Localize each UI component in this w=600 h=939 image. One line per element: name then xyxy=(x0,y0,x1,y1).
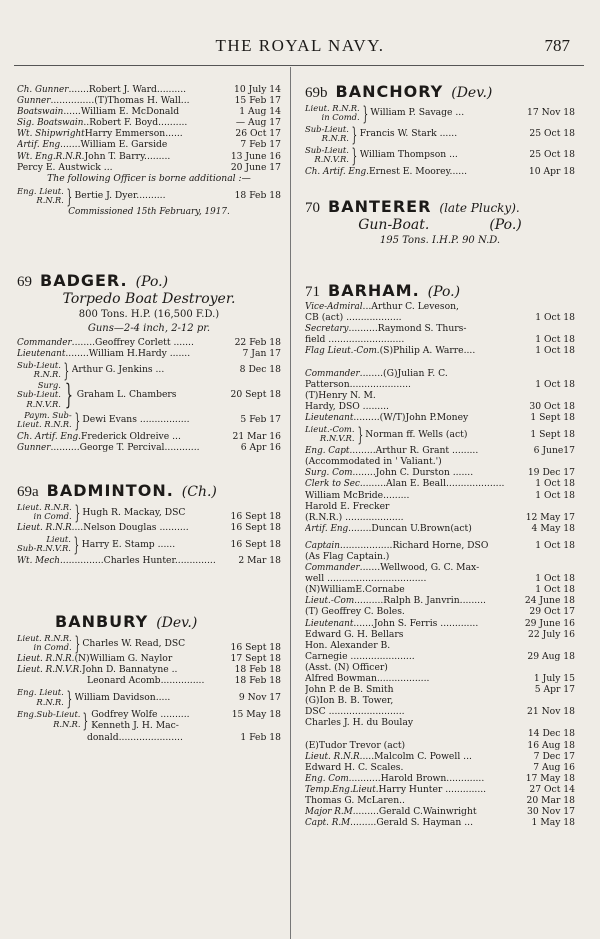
officer-name: ......William E. Garside xyxy=(62,139,168,151)
officer-row xyxy=(305,662,575,673)
officer-name: John T. Barry......... xyxy=(84,150,171,162)
officer-row xyxy=(305,740,575,751)
seniority-date: 6 June17 xyxy=(533,445,575,457)
officer-row: Lieut. R.N.R. (N)William G. Naylor 17 Sept 18 xyxy=(17,653,281,665)
officer-row xyxy=(305,751,575,762)
officer-row: Sub-Lieut. R.N.R. } Francis W. Stark ...... 25 Oct 18 xyxy=(305,122,575,146)
rank-label: Artif. Eng. xyxy=(305,523,351,534)
officer-row: Sub-Lieut. R.N.R. } Arthur G. Jenkins ... 8 Dec 18 xyxy=(17,357,281,382)
seniority-date: 1 Oct 18 xyxy=(535,334,575,346)
officer-name: well .................................. xyxy=(305,573,427,585)
seniority-date: 1 May 18 xyxy=(531,817,575,829)
seniority-date: 12 May 17 xyxy=(525,511,575,523)
rank-label: Flag Lieut.-Com. xyxy=(305,346,380,357)
officer-row xyxy=(305,673,575,684)
officer-name: ..........Harold Brown............. xyxy=(351,772,485,784)
barham-officer-list-1 xyxy=(305,301,575,423)
officer-name: ........Alan E. Beall.................... xyxy=(362,478,505,490)
seniority-date: — Aug 17 xyxy=(235,117,281,129)
officer-name: ........Arthur R. Grant ......... xyxy=(352,445,479,457)
seniority-date: 19 Dec 17 xyxy=(527,467,575,479)
officer-row: Gunner ..........George T. Percival............ 6 Apr 16 xyxy=(17,442,281,454)
officer-row xyxy=(305,478,575,489)
rank-label: Artif. Eng. xyxy=(17,140,63,151)
officer-row: Commander ........Geoffrey Corlett ....... 22 Feb 18 xyxy=(17,336,281,348)
ship-heading-badminton: 69a BADMINTON. (Ch.) xyxy=(17,481,217,501)
officer-row: Lieut.-Com. R.N.V.R. } Norman ff. Wells (act) 1 Sept 18 xyxy=(305,422,575,447)
officer-row xyxy=(305,773,575,784)
officer-name: ...............(T)Thomas H. Wall... xyxy=(50,95,190,107)
officer-name: (As Flag Captain.) xyxy=(305,550,390,562)
officer-row: Eng. Lieut. R.N.R. } William Davidson..... 9 Nov 17 xyxy=(17,685,281,710)
officer-name: Alfred Bowman.................. xyxy=(305,673,430,684)
officer-row: Wt. Mech. ..............Charles Hunter.............. 2 Mar 18 xyxy=(17,555,281,567)
rank-label: Ch. Gunner xyxy=(17,85,69,95)
seniority-date: 1 Oct 18 xyxy=(535,573,575,585)
officer-row xyxy=(305,412,575,423)
officer-name: ..Robert F. Boyd.......... xyxy=(83,117,188,129)
rank-label: Commander xyxy=(305,563,360,574)
seniority-date: 1 Oct 18 xyxy=(535,345,575,357)
officer-row xyxy=(305,551,575,562)
seniority-date: 1 Oct 18 xyxy=(535,489,575,501)
ship-heading-banchory: 69b BANCHORY (Dev.) xyxy=(305,82,493,101)
officer-row: Ch. Artif. Eng. Frederick Oldreive ... 21 Mar 16 xyxy=(17,430,281,442)
officer-row xyxy=(17,95,281,106)
officer-row xyxy=(305,728,575,739)
officer-row: Lieut. R.N.R. in Comd. } Charles W. Read, DSC xyxy=(17,631,186,656)
barham-officer-list-2 xyxy=(305,445,575,534)
ship-heading-banbury: BANBURY (Dev.) xyxy=(55,612,198,632)
seniority-date: 21 Nov 18 xyxy=(527,706,575,718)
officer-row: Lieutenant ........William H.Hardy ....... 7 Jan 17 xyxy=(17,347,281,359)
officer-name: ........Gerald C.Wainwright xyxy=(355,806,477,818)
officer-row xyxy=(305,762,575,773)
officer-name: (T) Geoffrey C. Boles. xyxy=(305,606,405,618)
ship-stats: 195 Tons. I.H.P. 90 N.D. xyxy=(379,235,501,247)
barham-officer-list-3 xyxy=(305,540,575,828)
officer-name: Edward H. C. Scales. xyxy=(305,761,404,773)
seniority-date: 27 Oct 14 xyxy=(529,783,575,795)
officer-row xyxy=(305,584,575,595)
officer-row xyxy=(17,117,281,128)
seniority-date: 10 July 14 xyxy=(234,84,281,95)
top-officer-list xyxy=(17,84,281,173)
officer-row: Lieut. R.N.V.R. John D. Bannatyne .. 18 Feb 18 xyxy=(17,664,281,676)
officer-name: (S)Philip A. Warre.... xyxy=(379,345,476,357)
officer-row xyxy=(305,456,575,467)
officer-name: .......John C. Durston ....... xyxy=(355,467,474,479)
page-title: THE ROYAL NAVY. xyxy=(215,36,385,55)
seniority-date: 5 Apr 17 xyxy=(534,684,575,696)
commissioned-note: Commissioned 15th February, 1917. xyxy=(68,206,230,217)
officer-row xyxy=(305,629,575,640)
officer-row: Sub-Lieut. R.N.V.R. } William Thompson ... 25 Oct 18 xyxy=(305,143,575,167)
page-header xyxy=(0,36,600,58)
officer-row xyxy=(305,606,575,617)
officer-name: ........(G)Julian F. C. xyxy=(359,367,448,379)
officer-row: Lieut. Sub-R.N.V.R. } Harry E. Stamp ...... 16 Sept 18 xyxy=(17,532,281,557)
officer-name: ....Malcolm C. Powell ... xyxy=(362,750,472,762)
seniority-date: 17 May 18 xyxy=(525,772,575,784)
seniority-date: 22 July 16 xyxy=(528,628,575,640)
officer-row xyxy=(305,323,575,334)
page-number: 787 xyxy=(544,36,570,55)
officer-name: (R.N.R.) .................... xyxy=(305,511,404,523)
officer-row xyxy=(305,540,575,551)
rank-label: Lieutenant xyxy=(305,413,354,424)
officer-row xyxy=(305,706,575,717)
rank-label: Lieut. R.N.R. xyxy=(305,751,363,762)
seniority-date: 16 Aug 18 xyxy=(527,739,575,751)
officer-row xyxy=(305,717,575,728)
officer-row: donald...................... 1 Feb 18 xyxy=(87,731,281,743)
officer-name: (T)Henry N. M. xyxy=(305,389,376,401)
officer-name: field .......................... xyxy=(305,334,405,346)
officer-row xyxy=(17,139,281,150)
officer-row xyxy=(305,334,575,345)
officer-name: DSC .......................... xyxy=(305,706,405,718)
officer-name: ......William E. McDonald xyxy=(63,106,180,118)
ship-heading-banterer: 70 BANTERER (late Plucky). xyxy=(305,197,520,217)
seniority-date: 1 Oct 18 xyxy=(535,378,575,390)
seniority-date: 15 Feb 17 xyxy=(234,95,281,107)
officer-row xyxy=(305,595,575,606)
officer-name: .......Wellwood, G. C. Max- xyxy=(359,562,480,574)
officer-row xyxy=(305,806,575,817)
seniority-date: 4 May 18 xyxy=(531,522,575,534)
seniority-date: 14 Dec 18 xyxy=(527,728,575,740)
rank-label: Eng. Com. xyxy=(305,773,352,784)
officer-name: Edward G. H. Bellars xyxy=(305,628,404,640)
ship-stats: 800 Tons. H.P. (16,500 F.D.) xyxy=(78,308,220,320)
seniority-date: 30 Nov 17 xyxy=(527,806,575,818)
rank-label: Surg. Com. xyxy=(305,468,356,479)
ship-type-line: Gun-Boat. (Po.) xyxy=(358,217,522,234)
officer-row xyxy=(305,467,575,478)
officer-row: Lieut. R.N.R. ...Nelson Douglas .......... 16 Sept 18 xyxy=(17,522,281,534)
officer-name: .......John S. Ferris ............. xyxy=(353,617,479,629)
seniority-date: 1 Oct 18 xyxy=(535,539,575,551)
officer-row xyxy=(305,695,575,706)
rank-label: Capt. R.M. xyxy=(305,818,353,829)
officer-row xyxy=(305,345,575,356)
officer-row xyxy=(305,640,575,651)
officer-row xyxy=(305,512,575,523)
officer-row-date: 16 Sept 18 xyxy=(230,642,281,654)
column-divider xyxy=(290,67,291,939)
right-column xyxy=(305,84,575,828)
officer-row: Eng. Lieut. R.N.R. } Bertie J. Dyer.......... 18 Feb 18 xyxy=(17,183,281,208)
officer-name: William McBride......... xyxy=(305,489,410,501)
left-column xyxy=(17,84,281,743)
rank-label: Wt. Shipwright xyxy=(17,129,85,140)
officer-row xyxy=(305,684,575,695)
seniority-date: 29 Aug 18 xyxy=(527,650,575,662)
officer-row xyxy=(305,368,575,379)
officer-row: Lieut. R.N.R. in Comd. } William P. Savage ... 17 Nov 18 xyxy=(305,101,575,125)
rank-label: Sig. Boatswain xyxy=(17,118,84,129)
ship-heading-barham: 71 BARHAM. (Po.) xyxy=(305,281,461,301)
officer-name: (E)Tudor Trevor (act) xyxy=(305,739,406,751)
officer-row xyxy=(305,490,575,501)
seniority-date: 1 July 15 xyxy=(533,673,575,684)
seniority-date: 20 Mar 18 xyxy=(526,795,575,807)
officer-name: Harry Emmerson...... xyxy=(84,128,183,140)
seniority-date: 1 Oct 18 xyxy=(535,312,575,324)
seniority-date: 29 Oct 17 xyxy=(529,606,575,618)
officer-row xyxy=(305,817,575,828)
officer-row: Paym. Sub- Lieut. R.N.R. } Dewi Evans ................. 5 Feb 17 xyxy=(17,407,281,432)
header-rule xyxy=(14,65,584,66)
officer-row xyxy=(305,357,575,368)
officer-name: ........Gerald S. Hayman ... xyxy=(352,817,473,829)
rank-label: Captain xyxy=(305,540,340,551)
rank-label: Eng. Capt. xyxy=(305,446,353,457)
rank-label: Wt. Eng.R.N.R. xyxy=(17,151,85,162)
rank-label: Temp.Eng.Lieut. xyxy=(305,784,379,795)
officer-row xyxy=(17,162,281,173)
officer-name: Charles J. H. du Boulay xyxy=(305,717,414,729)
officer-row: Surg. Sub-Lieut. R.N.V.R. } Graham L. Chambers 20 Sept 18 xyxy=(17,377,281,411)
ship-type: Torpedo Boat Destroyer. xyxy=(62,290,236,307)
officer-name: (Accommodated in ' Valiant.') xyxy=(305,456,442,468)
seniority-date: 20 June 17 xyxy=(230,161,281,173)
seniority-date: 1 Oct 18 xyxy=(535,584,575,596)
seniority-date: 30 Oct 18 xyxy=(529,400,575,412)
seniority-date: 1 Sept 18 xyxy=(530,412,575,424)
seniority-date: 7 Feb 17 xyxy=(240,139,281,151)
rank-label: Lieutenant xyxy=(305,618,354,629)
officer-name: Hon. Alexander B. xyxy=(305,639,391,651)
ship-heading-badger: 69 BADGER. (Po.) xyxy=(17,270,169,290)
rank-label: Secretary xyxy=(305,324,349,335)
officer-row xyxy=(17,84,281,95)
officer-row xyxy=(305,312,575,323)
officer-row xyxy=(305,573,575,584)
seniority-date: 7 Aug 16 xyxy=(533,761,575,773)
officer-row xyxy=(305,301,575,312)
officer-row xyxy=(305,445,575,456)
officer-name: Carnegie ...................... xyxy=(305,650,415,662)
officer-row xyxy=(305,401,575,412)
officer-row xyxy=(17,106,281,117)
officer-row xyxy=(305,379,575,390)
officer-row xyxy=(305,784,575,795)
officer-name: ..........Raymond S. Thurs- xyxy=(348,323,467,335)
seniority-date: 26 Oct 17 xyxy=(235,128,281,140)
officer-name: ..................Richard Horne, DSO xyxy=(339,539,489,551)
officer-name: John P. de B. Smith xyxy=(305,684,394,696)
rank-label: Vice-Admiral xyxy=(305,302,363,313)
officer-name: Patterson..................... xyxy=(305,378,411,390)
officer-row xyxy=(305,618,575,629)
officer-name: Harry Hunter .............. xyxy=(378,783,487,795)
officer-row xyxy=(305,523,575,534)
officer-row xyxy=(305,651,575,662)
ship-guns: Guns—2-4 inch, 2-12 pr. xyxy=(87,322,211,334)
officer-row: Leonard Acomb............... 18 Feb 18 xyxy=(87,675,281,687)
officer-name: .........(W/T)John P.Money xyxy=(353,412,469,424)
officer-row: Lieut. R.N.R. in Comd. } Hugh R. Mackay, DSC xyxy=(17,500,186,525)
officer-name: (G)Ion B. B. Tower, xyxy=(305,695,394,707)
rank-label: Boatswain xyxy=(17,107,64,118)
officer-row: Eng.Sub-Lieut. R.N.R. } Godfrey Wolfe .......... 15 May 18 Kenneth J. H. Mac- xyxy=(17,707,281,732)
officer-name: CB (act) ................... xyxy=(305,312,402,324)
rank-label: Commander xyxy=(305,368,360,379)
officer-row xyxy=(305,562,575,573)
seniority-date: 7 Dec 17 xyxy=(533,750,575,762)
officer-name: (Asst. (N) Officer) xyxy=(305,661,388,673)
officer-name: Percy E. Austwick ... xyxy=(17,161,113,173)
seniority-date: 29 June 16 xyxy=(524,617,575,629)
officer-row xyxy=(17,128,281,139)
officer-row xyxy=(305,795,575,806)
officer-name: Harold E. Frecker xyxy=(305,500,390,512)
officer-name: (N)WilliamE.Cornabe xyxy=(305,584,405,596)
additional-note: The following Officer is borne additional :— xyxy=(47,172,251,184)
seniority-date: 1 Oct 18 xyxy=(535,478,575,490)
seniority-date: 1 Aug 14 xyxy=(239,106,281,118)
rank-label: Clerk to Sec. xyxy=(305,479,363,490)
seniority-date: 24 June 18 xyxy=(524,595,575,607)
officer-row-date: 16 Sept 18 xyxy=(230,511,281,523)
officer-name: .......Duncan U.Brown(act) xyxy=(350,522,472,534)
rank-label: Lieut.-Com. xyxy=(305,596,357,607)
officer-name: Thomas G. McLaren.. xyxy=(305,795,405,807)
officer-row xyxy=(17,151,281,162)
officer-name: Hardy, DSO ......... xyxy=(305,400,389,412)
seniority-date: 13 June 16 xyxy=(230,150,281,162)
officer-row xyxy=(305,501,575,512)
rank-label: Gunner xyxy=(17,96,51,107)
rank-label: Major R.M. xyxy=(305,807,356,818)
officer-row: Ch. Artif. Eng. Ernest E. Moorey...... 10 Apr 18 xyxy=(305,166,575,177)
officer-name: .......Robert J. Ward.......... xyxy=(68,84,187,95)
officer-row xyxy=(305,390,575,401)
officer-name: ...Arthur C. Leveson, xyxy=(362,301,459,313)
officer-name: .........Ralph B. Janvrin......... xyxy=(357,595,486,607)
